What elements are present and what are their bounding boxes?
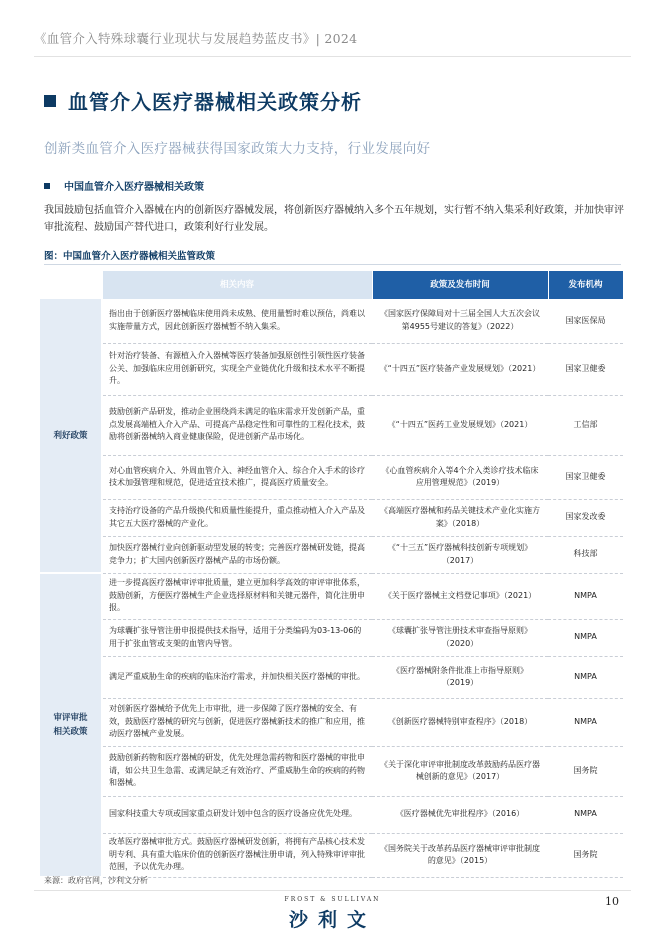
table-row bbox=[40, 455, 623, 499]
content-cell: 针对治疗装备、有源植入介入器械等医疗装备加强原创性引领性医疗装备公关、加强临床应用创新研究，实现全产业链优化升级和技术水平不断提升。 bbox=[102, 343, 372, 395]
content-cell: 进一步提高医疗器械审评审批质量，建立更加科学高效的审评审批体系，鼓励创新，方便医疗器械生产企业选择原材料和关键元器件，简化注册申报。 bbox=[102, 573, 372, 619]
table-row bbox=[40, 395, 623, 455]
header-blank-cell bbox=[40, 271, 102, 299]
org-cell: 国家医保局 bbox=[548, 299, 623, 343]
category-cell: 利好政策 bbox=[40, 299, 102, 573]
content-cell: 为球囊扩张导管注册申报提供技术指导，适用于分类编码为03-13-06的用于扩张血管或支架的血管内导管。 bbox=[102, 619, 372, 656]
org-cell: 国家发改委 bbox=[548, 499, 623, 536]
policy-table bbox=[40, 271, 624, 878]
header-content: 相关内容 bbox=[102, 271, 372, 299]
org-cell: 国家卫健委 bbox=[548, 455, 623, 499]
header-org: 发布机构 bbox=[548, 271, 623, 299]
section-title bbox=[44, 86, 362, 115]
policy-cell: 《创新医疗器械特别审查程序》（2018） bbox=[372, 698, 548, 746]
policy-cell: 《关于医疗器械主文档登记事项》（2021） bbox=[372, 573, 548, 619]
table-row bbox=[40, 536, 623, 573]
policy-cell: 《国家医疗保障局对十三届全国人大五次会议第4955号建议的答复》（2022） bbox=[372, 299, 548, 343]
org-cell: NMPA bbox=[548, 656, 623, 698]
org-cell: NMPA bbox=[548, 573, 623, 619]
policy-cell: 《医疗器械优先审批程序》（2016） bbox=[372, 796, 548, 833]
org-cell: NMPA bbox=[548, 619, 623, 656]
table-body bbox=[40, 299, 623, 877]
org-cell: 国务院 bbox=[548, 746, 623, 796]
content-cell: 对创新医疗器械给予优先上市审批，进一步保障了医疗器械的安全、有效，鼓励医疗器械的研究与创新，促进医疗器械新技术的推广和应用，推动医疗器械产业发展。 bbox=[102, 698, 372, 746]
policy-cell: 《高端医疗器械和药品关键技术产业化实施方案》（2018） bbox=[372, 499, 548, 536]
table-row bbox=[40, 343, 623, 395]
content-cell: 鼓励创新药物和医疗器械的研发，优先处理急需药物和医疗器械的审批申请，如公共卫生急需、或满足缺乏有效治疗、严重威胁生命的疾病的药物和器械。 bbox=[102, 746, 372, 796]
org-cell: NMPA bbox=[548, 796, 623, 833]
subheading-text: 中国血管介入医疗器械相关政策 bbox=[64, 182, 204, 193]
report-title: 《血管介入特殊球囊行业现状与发展趋势蓝皮书》| 2024 bbox=[34, 31, 358, 46]
table-row bbox=[40, 698, 623, 746]
caption-divider bbox=[44, 264, 621, 265]
intro-paragraph: 我国鼓励包括血管介入器械在内的创新医疗器械发展，将创新医疗器械纳入多个五年规划，实行暂不纳入集采利好政策，并加快审评审批流程、鼓励国产替代进口，政策利好行业发展。 bbox=[44, 205, 624, 233]
table-row bbox=[40, 746, 623, 796]
table-header-row bbox=[40, 271, 623, 299]
policy-cell: 《“十三五”医疗器械科技创新专项规划》（2017） bbox=[372, 536, 548, 573]
policy-cell: 《“十四五”医药工业发展规划》（2021） bbox=[372, 395, 548, 455]
subheading bbox=[44, 178, 204, 193]
org-cell: 国家卫健委 bbox=[548, 343, 623, 395]
content-cell: 国家科技重大专项或国家重点研发计划中包含的医疗设备应优先处理。 bbox=[102, 796, 372, 833]
content-cell: 满足严重威胁生命的疾病的临床治疗需求，并加快相关医疗器械的审批。 bbox=[102, 656, 372, 698]
table-row bbox=[40, 796, 623, 833]
section-title-text: 血管介入医疗器械相关政策分析 bbox=[68, 90, 362, 114]
content-cell: 鼓励创新产品研发，推动企业围绕尚未满足的临床需求开发创新产品，重点发展高端植入介入产品、可提高产品稳定性和可靠性的工程化技术，鼓励将创新器械纳入商业健康保险，促进创新产品市场化。 bbox=[102, 395, 372, 455]
section-subtitle: 创新类血管介入医疗器械获得国家政策大力支持，行业发展向好 bbox=[44, 141, 431, 157]
footer-divider bbox=[34, 890, 631, 891]
table-row bbox=[40, 499, 623, 536]
org-cell: 国务院 bbox=[548, 833, 623, 877]
figure-caption: 图：中国血管介入医疗器械相关监管政策 bbox=[44, 251, 216, 262]
content-cell: 指出由于创新医疗器械临床使用尚未成熟、使用量暂时难以预估，尚难以实施带量方式，因此创新医疗器械暂不纳入集采。 bbox=[102, 299, 372, 343]
table-row bbox=[40, 573, 623, 619]
policy-cell: 《医疗器械附条件批准上市指导原则》（2019） bbox=[372, 656, 548, 698]
title-square-icon bbox=[44, 95, 56, 107]
table-row bbox=[40, 833, 623, 877]
policy-cell: 《球囊扩张导管注册技术审查指导原则》（2020） bbox=[372, 619, 548, 656]
content-cell: 改革医疗器械审批方式。鼓励医疗器械研发创新，将拥有产品核心技术发明专利、具有重大临床价值的创新医疗器械注册申请，列入特殊审评审批范围，予以优先办理。 bbox=[102, 833, 372, 877]
org-cell: 科技部 bbox=[548, 536, 623, 573]
category-cell: 审评审批 相关政策 bbox=[40, 573, 102, 877]
logo-english: FROST & SULLIVAN bbox=[284, 896, 381, 903]
header-divider bbox=[34, 56, 631, 57]
source-note: 来源：政府官网，沙利文分析 bbox=[44, 876, 148, 885]
table-row bbox=[40, 656, 623, 698]
bullet-square-icon bbox=[44, 183, 50, 189]
logo-chinese: 沙利文 bbox=[288, 909, 376, 931]
content-cell: 支持治疗设备的产品升级换代和质量性能提升，重点推动植入介入产品及其它五大医疗器械的产业化。 bbox=[102, 499, 372, 536]
content-cell: 对心血管疾病介入、外周血管介入、神经血管介入、综合介入手术的诊疗技术加强管理和规范，促进适宜技术推广，提高医疗质量安全。 bbox=[102, 455, 372, 499]
policy-cell: 《关于深化审评审批制度改革鼓励药品医疗器械创新的意见》（2017） bbox=[372, 746, 548, 796]
policy-cell: 《国务院关于改革药品医疗器械审评审批制度的意见》（2015） bbox=[372, 833, 548, 877]
content-cell: 加快医疗器械行业向创新驱动型发展的转变；完善医疗器械研发链，提高竞争力；扩大国内创新医疗器械产品的市场份额。 bbox=[102, 536, 372, 573]
policy-cell: 《心血管疾病介入等4个介入类诊疗技术临床应用管理规范》（2019） bbox=[372, 455, 548, 499]
page-number: 10 bbox=[605, 895, 619, 908]
org-cell: 工信部 bbox=[548, 395, 623, 455]
policy-cell: 《“十四五”医疗装备产业发展规划》（2021） bbox=[372, 343, 548, 395]
table-row bbox=[40, 299, 623, 343]
header-policy: 政策及发布时间 bbox=[372, 271, 548, 299]
table-row bbox=[40, 619, 623, 656]
org-cell: NMPA bbox=[548, 698, 623, 746]
